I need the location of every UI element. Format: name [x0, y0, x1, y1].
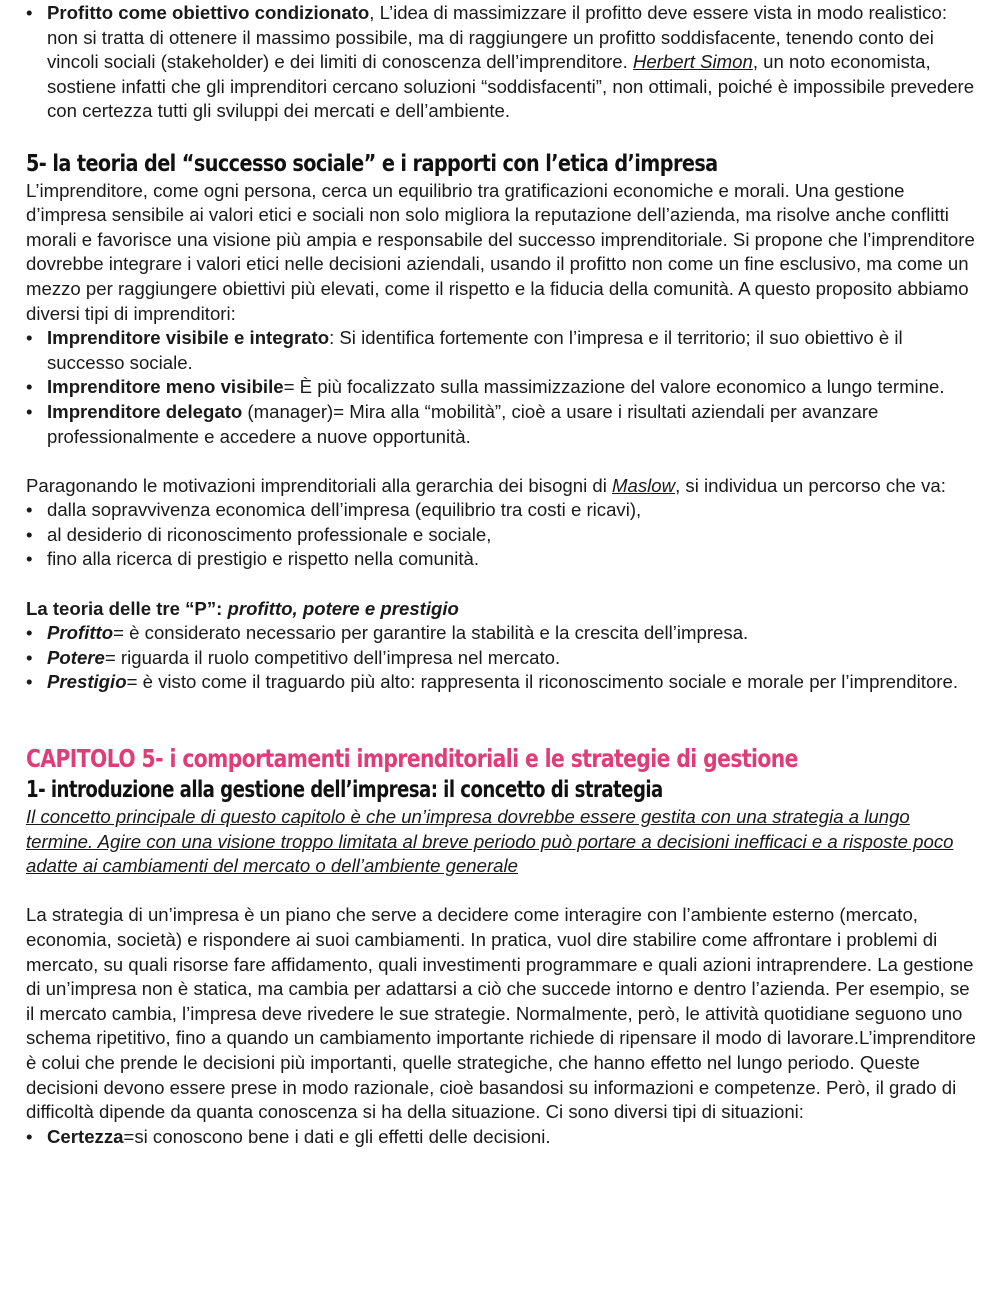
bullet-text: : Si identifica fortemente con l’impresa e il territorio; il suo obiettivo è il successo sociale. [47, 327, 903, 373]
tre-p-title [26, 597, 976, 622]
situations-list [26, 1125, 976, 1150]
section-paragraph: L’imprenditore, come ogni persona, cerca un equilibrio tra gratificazioni economiche e morali. Una gestione d’impresa sensibile ai valori etici e sociali non solo migliora la reputazione dell’azienda, ma risolve anche conflitti morali e favorisce una visione più ampia e responsabile del successo imprenditoriale. Si propone che l’imprenditore dovrebbe integrare i valori etici nelle decisioni aziendali, usando il profitto non come un fine esclusivo, ma come un mezzo per raggiungere obiettivi più elevati, come il rispetto e la fiducia della comunità. A questo proposito abbiamo diversi tipi di imprenditori: [26, 179, 975, 324]
maslow-intro [26, 474, 976, 499]
spacer [26, 695, 976, 743]
list-item [26, 375, 976, 400]
chapter-intro: Il concetto principale di questo capitolo è che un’impresa dovrebbe essere gestita con una strategia a lungo termine. Agire con una visione troppo limitata al breve periodo può portare a decisioni inefficaci e a risposte poco adatte ai cambiamenti del mercato o dell’ambiente generale [26, 806, 954, 877]
bullet-term: Imprenditore meno visibile [47, 376, 284, 398]
spacer [26, 572, 976, 597]
list-item: • al desiderio di riconoscimento professionale e sociale, [26, 523, 976, 548]
maslow-intro-text: Paragonando le motivazioni imprenditoriali alla gerarchia dei bisogni di [26, 474, 613, 496]
bullet-term: Certezza [47, 1125, 124, 1147]
spacer [26, 879, 976, 904]
list-item: • fino alla ricerca di prestigio e rispetto nella comunità. [26, 547, 976, 572]
bullet-term: Potere [47, 646, 105, 668]
section-heading: 5- la teoria del “successo sociale” e i rapporti con l’etica d’impresa [26, 150, 718, 177]
list-item [26, 400, 976, 449]
tre-p-title-italic: profitto, potere e prestigio [227, 597, 459, 619]
bullet-term: Profitto [47, 622, 114, 644]
bullet-text: = È più focalizzato sulla massimizzazione del valore economico a lungo termine. [283, 376, 945, 398]
bullet-text: , un noto economista, sostiene infatti che gli imprenditori cercano soluzioni “soddisfacenti”, non ottimali, poiché è impossibile prevedere con certezza tutti gli sviluppi dei mercati e dell’ambiente. [47, 51, 975, 122]
bullet-text: =si conoscono bene i dati e gli effetti delle decisioni. [123, 1125, 551, 1147]
list-item [26, 1, 976, 124]
spacer [26, 124, 976, 149]
list-item [26, 621, 976, 646]
bullet-text: = è visto come il traguardo più alto: rappresenta il riconoscimento sociale e morale per l’imprenditore. [126, 671, 959, 693]
tre-p-list [26, 621, 976, 695]
herbert-simon-reference: Herbert Simon [632, 51, 753, 73]
bullet-text: , L’idea di massimizzare il profitto deve essere vista in modo realistico: non si tratta di ottenere il massimo possibile, ma di raggiungere un profitto soddisfacente, tenendo conto dei vincoli sociali (stakeholder) e dei limiti di conoscenza dell’imprenditore. [47, 2, 947, 73]
bullet-term: Prestigio [47, 671, 127, 693]
section-heading: 1- introduzione alla gestione dell’impresa: il concetto di strategia [26, 777, 663, 804]
bullet-text: = è considerato necessario per garantire la stabilità e la crescita dell’impresa. [113, 622, 749, 644]
list-item [26, 670, 976, 695]
maslow-intro-text: , si individua un percorso che va: [675, 474, 946, 496]
tre-p-title-bold: La teoria delle tre “P”: [26, 597, 228, 619]
entrepreneur-types-list [26, 326, 976, 449]
document-page [26, 1, 976, 1149]
top-bullet-list [26, 1, 976, 124]
list-item [26, 1125, 976, 1150]
list-item: • dalla sopravvivenza economica dell’impresa (equilibrio tra costi e ricavi), [26, 498, 976, 523]
maslow-reference: Maslow [612, 474, 676, 496]
bullet-term: Imprenditore visibile e integrato [47, 327, 330, 349]
bullet-text: = riguarda il ruolo competitivo dell’impresa nel mercato. [104, 646, 561, 668]
bullet-term: Profitto come obiettivo condizionato [47, 2, 370, 23]
chapter-title: CAPITOLO 5- i comportamenti imprenditoriali e le strategie di gestione [26, 744, 798, 774]
list-item [26, 646, 976, 671]
bullet-text: (manager)= Mira alla “mobilità”, cioè a usare i risultati aziendali per avanzare professionalmente e accedere a nuove opportunità. [47, 400, 879, 447]
maslow-list [26, 498, 976, 572]
bullet-term: Imprenditore delegato [47, 400, 243, 422]
spacer [26, 449, 976, 474]
strategy-paragraph: La strategia di un’impresa è un piano che serve a decidere come interagire con l’ambiente esterno (mercato, economia, società) e rispondere ai suoi cambiamenti. In pratica, vuol dire stabilire come affrontare i problemi di mercato, su quali risorse fare affidamento, quali investimenti programmare e quali azioni intraprendere. La gestione di un’impresa non è statica, ma cambia per adattarsi a ciò che succede intorno e dentro l’azienda. Per esempio, se il mercato cambia, l’impresa deve rivedere le sue strategie. Normalmente, però, le attività quotidiane seguono uno schema ripetitivo, fino a quando un cambiamento importante richiede di ripensare il modo di lavorare.L’imprenditore è colui che prende le decisioni più importanti, quelle strategiche, che hanno effetto nel lungo periodo. Queste decisioni devono essere prese in modo razionale, cioè basandosi su informazioni e competenze. Però, il grado di difficoltà dipende da quanta conoscenza si ha della situazione. Ci sono diversi tipi di situazioni: [26, 904, 976, 1123]
list-item [26, 326, 976, 375]
